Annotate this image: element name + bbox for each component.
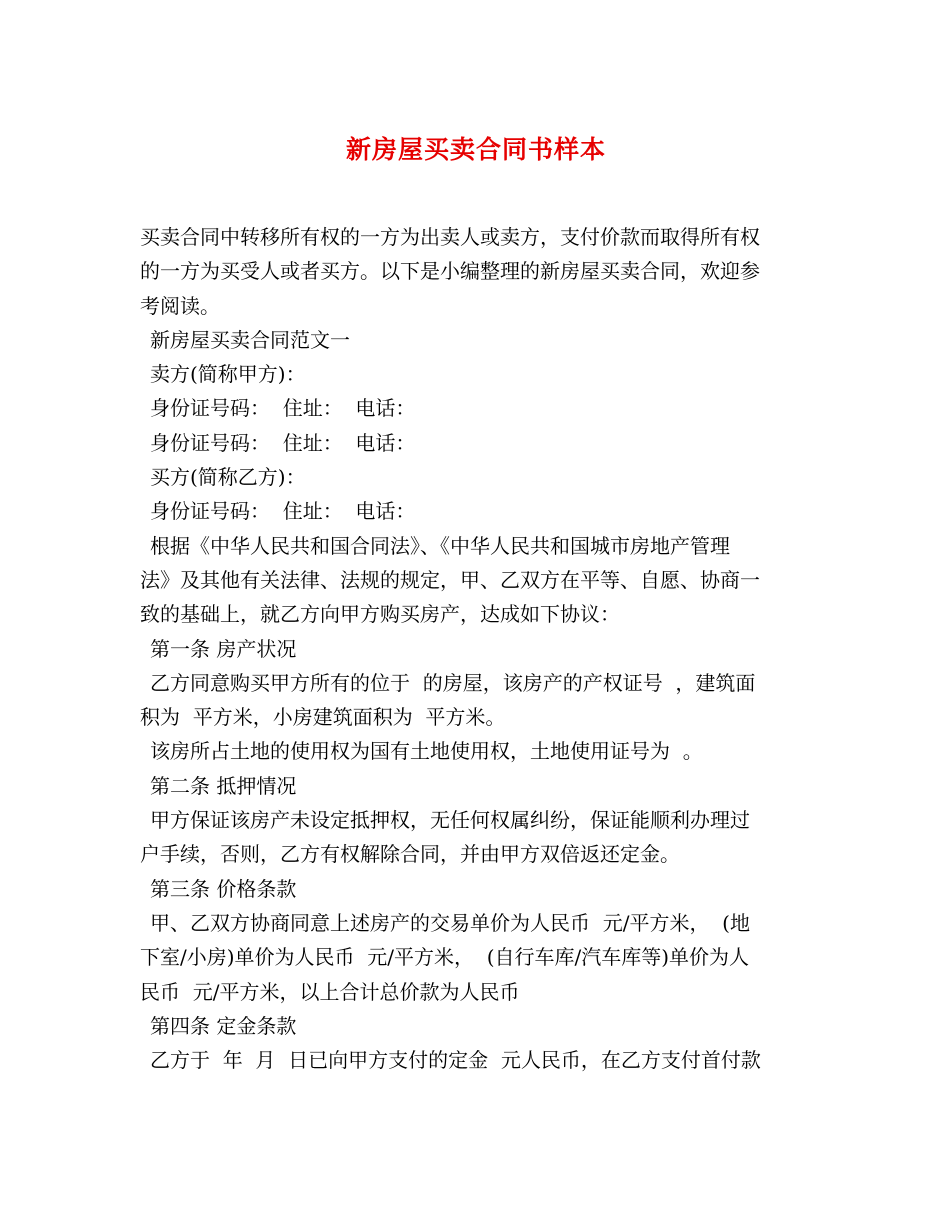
document-page (140, 130, 812, 1077)
paragraph-line: 根据《中华人民共和国合同法》、《中华人民共和国城市房地产管理 (150, 533, 730, 558)
paragraph-line: 致的基础上，就乙方向甲方购买房产，达成如下协议： (140, 602, 620, 627)
paragraph-line: 乙方同意购买甲方所有的位于 的房屋，该房产的产权证号 ，建筑面 (150, 670, 756, 695)
article-heading: 第二条 抵押情况 (150, 773, 297, 798)
paragraph-line: 民币 元/平方米，以上合计总价款为人民币 (140, 979, 520, 1004)
paragraph-line: 考阅读。 (140, 293, 220, 318)
paragraph-line: 该房所占土地的使用权为国有土地使用权，土地使用证号为 。 (150, 739, 703, 764)
paragraph-line: 乙方于 年 月 日已向甲方支付的定金 元人民币，在乙方支付首付款 (150, 1048, 761, 1073)
paragraph-line: 的一方为买受人或者买方。以下是小编整理的新房屋买卖合同，欢迎参 (140, 259, 760, 284)
paragraph-line: 甲、乙双方协商同意上述房产的交易单价为人民币 元/平方米， (地 (150, 910, 750, 935)
section-heading: 新房屋买卖合同范文一 (150, 327, 350, 352)
paragraph-line: 户手续，否则，乙方有权解除合同，并由甲方双倍返还定金。 (140, 842, 680, 867)
paragraph-line: 积为 平方米，小房建筑面积为 平方米。 (140, 705, 506, 730)
paragraph-line: 法》及其他有关法律、法规的规定，甲、乙双方在平等、自愿、协商一 (140, 567, 760, 592)
paragraph-line: 下室/小房)单价为人民币 元/平方米， (自行车库/汽车库等)单价为人 (140, 945, 750, 970)
document-title: 新房屋买卖合同书样本 (345, 135, 606, 164)
document-body (140, 220, 812, 1077)
id-address-phone-line: 身份证号码： 住址： 电话： (150, 499, 416, 524)
article-heading: 第三条 价格条款 (150, 876, 297, 901)
paragraph-line: 买卖合同中转移所有权的一方为出卖人或卖方，支付价款而取得所有权 (140, 225, 760, 249)
paragraph-line: 甲方保证该房产未设定抵押权，无任何权属纠纷，保证能顺利办理过 (150, 808, 750, 833)
article-heading: 第四条 定金条款 (150, 1013, 297, 1038)
id-address-phone-line: 身份证号码： 住址： 电话： (150, 430, 416, 455)
article-heading: 第一条 房产状况 (150, 636, 297, 661)
party-label-seller: 卖方(简称甲方)： (150, 362, 306, 387)
id-address-phone-line: 身份证号码： 住址： 电话： (150, 396, 416, 421)
party-label-buyer: 买方(简称乙方)： (150, 465, 306, 490)
